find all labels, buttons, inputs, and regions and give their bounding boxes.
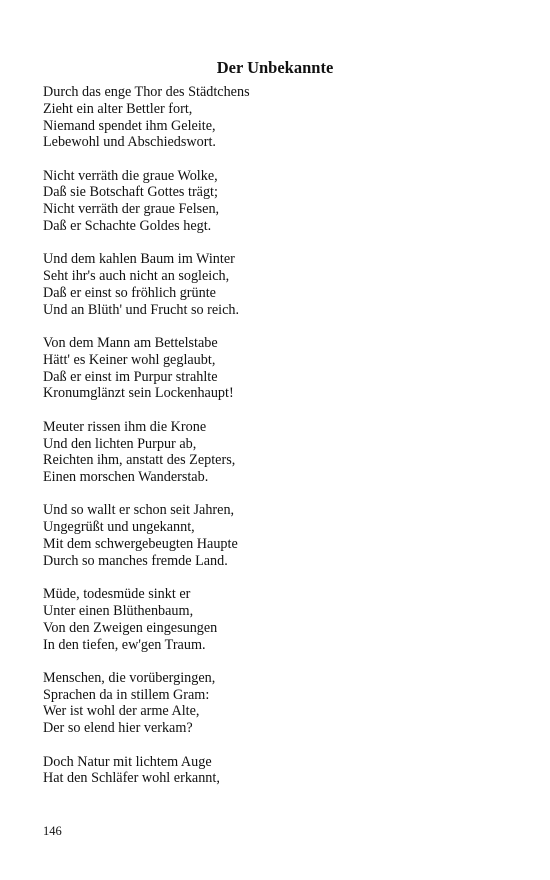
stanza — [43, 84, 483, 151]
poem-line: Durch das enge Thor des Städtchens — [43, 84, 250, 100]
poem-line: Von dem Mann am Bettelstabe — [43, 335, 218, 352]
stanza — [43, 670, 483, 737]
page-number: 146 — [43, 824, 62, 838]
poem-line: Sprachen da in stillem Gram: — [43, 686, 210, 703]
poem-line: Niemand spendet ihm Geleite, — [43, 117, 216, 134]
poem-line: Seht ihr's auch nicht an sogleich, — [43, 268, 230, 285]
poem-line: Reichten ihm, anstatt des Zepters, — [43, 452, 236, 469]
poem-line: Doch Natur mit lichtem Auge — [43, 753, 212, 770]
poem-line: Der so elend hier verkam? — [43, 720, 193, 737]
poem-line: Hat den Schläfer wohl erkannt, — [43, 770, 220, 787]
poem-line: Daß er einst so fröhlich grünte — [43, 284, 216, 301]
poem-line: Zieht ein alter Bettler fort, — [43, 100, 193, 117]
poem-line: Mit dem schwergebeugten Haupte — [43, 536, 238, 553]
stanza — [43, 335, 483, 402]
poem-line: Lebewohl und Abschiedswort. — [43, 134, 216, 151]
poem-line: Wer ist wohl der arme Alte, — [43, 703, 200, 720]
poem-line: Einen morschen Wanderstab. — [43, 469, 209, 486]
poem-line: Nicht verräth der graue Felsen, — [43, 201, 220, 218]
poem-line: Daß er einst im Purpur strahlte — [43, 368, 218, 385]
poem-line: Kronumglänzt sein Lockenhaupt! — [43, 385, 234, 402]
poem-body — [43, 84, 483, 804]
poem-line: Von den Zweigen eingesungen — [43, 619, 218, 636]
stanza — [43, 586, 483, 653]
poem-line: Und an Blüth' und Frucht so reich. — [43, 301, 240, 318]
poem-line: In den tiefen, ew'gen Traum. — [43, 636, 206, 653]
poem-title-text: Der Unbekannte — [216, 58, 334, 77]
poem-line: Menschen, die vorübergingen, — [43, 669, 216, 686]
poem-line: Und dem kahlen Baum im Winter — [43, 251, 235, 268]
poem-line: Müde, todesmüde sinkt er — [43, 586, 191, 603]
poem-line: Nicht verräth die graue Wolke, — [43, 167, 218, 184]
poem-line: Durch so manches fremde Land. — [43, 552, 228, 569]
stanza — [43, 419, 483, 486]
stanza — [43, 754, 483, 788]
poem-line: Und so wallt er schon seit Jahren, — [43, 502, 235, 519]
stanza — [43, 168, 483, 235]
poem-title — [0, 57, 510, 79]
poem-line: Ungegrüßt und ungekannt, — [43, 519, 195, 536]
poem-line: Meuter rissen ihm die Krone — [43, 418, 207, 435]
poem-line: Und den lichten Purpur ab, — [43, 435, 197, 452]
poem-line: Unter einen Blüthenbaum, — [43, 602, 194, 619]
poem-line: Daß er Schachte Goldes hegt. — [43, 218, 212, 235]
stanza — [43, 502, 483, 569]
poem-line: Hätt' es Keiner wohl geglaubt, — [43, 351, 216, 368]
stanza — [43, 251, 483, 318]
poem-line: Daß sie Botschaft Gottes trägt; — [43, 184, 218, 201]
